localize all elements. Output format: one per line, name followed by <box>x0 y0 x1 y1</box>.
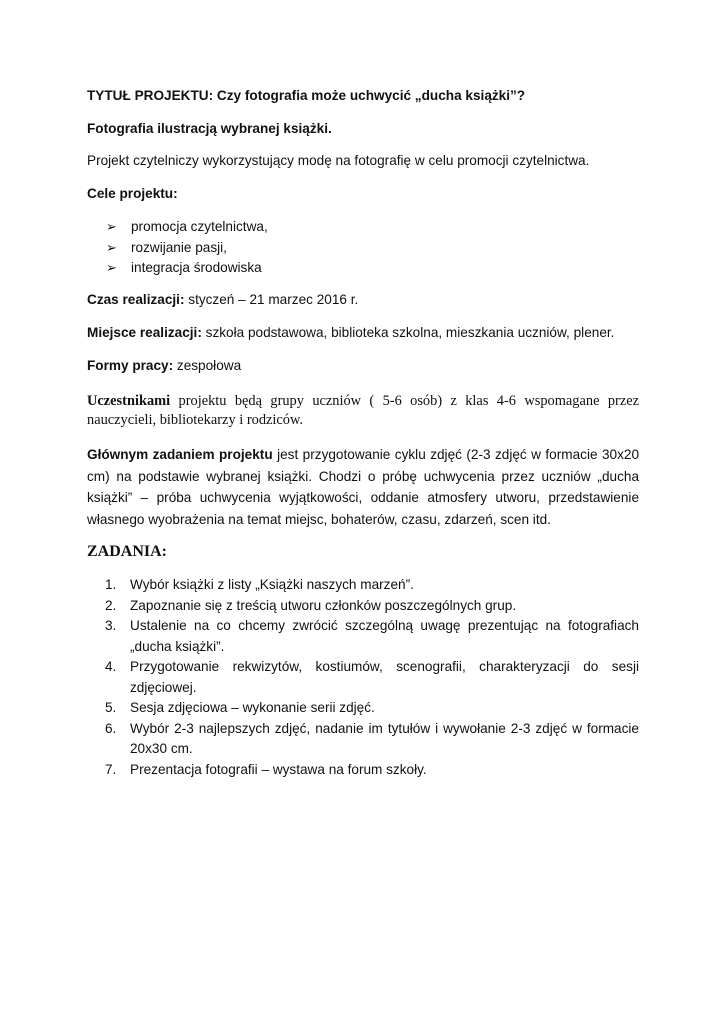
task-number: 5. <box>105 700 117 715</box>
arrow-bullet-icon: ➢ <box>106 219 117 234</box>
main-task-line <box>87 444 639 466</box>
main-task-line: własnego wyobrażenia na temat miejsc, bohaterów, czasu, zdarzeń, scen itd. <box>87 511 551 527</box>
task-item <box>87 698 639 719</box>
task-number: 4. <box>105 659 117 674</box>
participants-bold: Uczestnikami <box>87 393 171 409</box>
goal-text: promocja czytelnictwa, <box>131 219 268 234</box>
project-description: Projekt czytelniczy wykorzystujący modę na fotografię w celu promocji czytelnictwa. <box>87 153 590 168</box>
task-text: Ustalenie na co chcemy zwrócić szczególną uwagę prezentując na fotografiach <box>130 618 639 633</box>
task-number: 3. <box>105 618 117 633</box>
timing-line <box>87 290 639 310</box>
task-item <box>87 616 639 657</box>
task-text: Zapoznanie się z treścią utworu członków poszczególnych grup. <box>130 597 517 613</box>
participants-paragraph <box>87 392 639 429</box>
task-text: Sesja zdjęciowa – wykonanie serii zdjęć. <box>130 700 375 715</box>
project-subtitle: Fotografia ilustracją wybranej książki. <box>87 121 332 136</box>
title-label: TYTUŁ PROJEKTU: <box>87 88 214 103</box>
timing-label: Czas realizacji: <box>87 292 185 307</box>
task-text: Przygotowanie rekwizytów, kostiumów, scenografii, charakteryzacji do sesji <box>130 659 639 674</box>
participants-rest: projektu będą grupy uczniów ( 5-6 osób) z klas 4-6 wspomagane przez <box>178 393 639 409</box>
goal-text: integracja środowiska <box>131 260 262 275</box>
place-value: szkoła podstawowa, biblioteka szkolna, mieszkania uczniów, plener. <box>205 325 615 340</box>
goals-list <box>87 217 639 279</box>
tasks-heading: ZADANIA: <box>87 543 167 560</box>
task-text: Wybór 2-3 najlepszych zdjęć, nadanie im tytułów i wywołanie 2-3 zdjęć w formacie <box>130 720 639 736</box>
task-number: 6. <box>105 720 117 736</box>
title-text: Czy fotografia może uchwycić „ducha książki”? <box>216 88 526 103</box>
task-item <box>87 575 639 596</box>
goals-heading: Cele projektu: <box>87 186 178 201</box>
forms-line <box>87 356 639 376</box>
main-task-bold: Głównym zadaniem projektu <box>87 447 273 462</box>
task-item <box>87 657 639 698</box>
tasks-list <box>87 575 639 780</box>
task-text-cont: 20x30 cm. <box>130 741 193 756</box>
task-item <box>87 596 639 617</box>
task-number: 7. <box>105 761 117 777</box>
task-text-cont: zdjęciowej. <box>130 679 197 695</box>
task-text: Prezentacja fotografii – wystawa na forum szkoły. <box>130 761 427 777</box>
goal-item <box>87 238 639 259</box>
place-line <box>87 323 639 343</box>
project-title <box>87 86 639 106</box>
goal-text: rozwijanie pasji, <box>131 239 227 255</box>
task-text: Wybór książki z listy „Książki naszych marzeń”. <box>130 577 414 592</box>
main-task-rest: jest przygotowanie cyklu zdjęć (2-3 zdjęć w formacie 30x20 <box>277 447 640 462</box>
task-item <box>87 719 639 760</box>
forms-label: Formy pracy: <box>87 358 174 373</box>
task-number: 1. <box>105 577 117 592</box>
arrow-bullet-icon: ➢ <box>106 239 117 255</box>
main-task-paragraph <box>87 444 639 530</box>
task-number: 2. <box>105 597 117 613</box>
arrow-bullet-icon: ➢ <box>106 260 117 275</box>
place-label: Miejsce realizacji: <box>87 325 202 340</box>
task-text-cont: „ducha książki”. <box>130 638 225 654</box>
forms-value: zespołowa <box>176 358 242 373</box>
goal-item <box>87 217 639 238</box>
goal-item <box>87 258 639 279</box>
timing-value: styczeń – 21 marzec 2016 r. <box>188 292 359 307</box>
participants-line: nauczycieli, bibliotekarzy i rodziców. <box>87 411 304 428</box>
main-task-line: cm) na podstawie wybranej książki. Chodzi o próbę uchwycenia przez uczniów „ducha <box>87 468 639 484</box>
participants-line <box>87 392 639 411</box>
task-item <box>87 760 639 781</box>
main-task-line: książki” – próba uchwycenia wyjątkowości, oddanie atmosfery utworu, przedstawienie <box>87 490 639 505</box>
